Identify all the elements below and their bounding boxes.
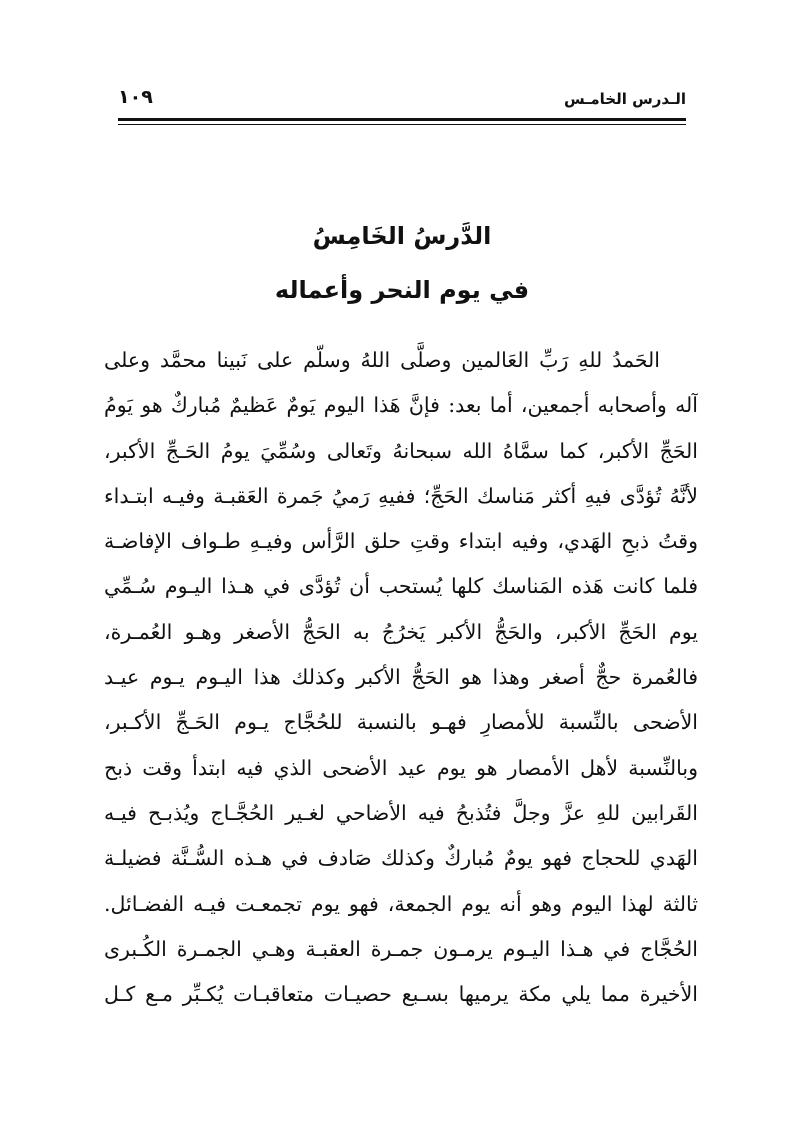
page-number: ١٠٩ [118,86,153,108]
header-rule-thin [118,124,686,125]
text-line: وقتُ ذبحِ الهَدي، وفيه ابتداء وقتِ حلق الرَّأس وفيـهِ طـواف الإفاضـة [104,529,698,554]
lesson-title: الدَّرسُ الخَامِسُ [312,222,492,250]
text-line: يوم الحَجِّ الأكبر، والحَجُّ الأكبر يَخرُجُ به الحَجُّ الأصغر وهـو العُمـرة، [104,619,698,644]
text-line: لأنَّهُ تُؤدَّى فيهِ أكثر مَناسك الحَجِّ؛ ففيهِ رَميُ جَمرة العَقبـة وفيـه ابتـداء [104,483,698,508]
text-line: آله وأصحابه أجمعين، أما بعد: فإنَّ هَذا اليوم يَومٌ عَظيمٌ مُباركٌ هو يَومُ [104,393,698,418]
running-title: الـدرس الخامـس [564,90,686,108]
header-rule-thick [118,118,686,121]
text-line: فلما كانت هَذه المَناسك كلها يُستحب أن تُؤدَّى في هـذا اليـوم سُـمِّي [104,574,698,599]
lesson-subtitle: في يوم النحر وأعماله [274,276,530,304]
body-text [104,338,698,1017]
text-line: القَرابين للهِ عزَّ وجلَّ فتُذبحُ فيه الأضاحي لغـير الحُجَّـاج ويُذبـح فيـه [104,800,698,825]
running-header [118,86,686,116]
text-line: الحَجِّ الأكبر، كما سمَّاهُ الله سبحانهُ وتَعالى وسُمِّيَ يومُ الحَـجِّ الأكبر، [104,438,698,463]
text-line: الأضحى بالنِّسبة للأمصارِ فهـو بالنسبة للحُجَّاج يـوم الحَـجِّ الأكـبر، [104,710,698,735]
text-line: الحَمدُ للهِ رَبِّ العَالمين وصلَّى اللهُ وسلّم على نَبينا محمَّد وعلى [104,348,660,372]
text-line: الأخيرة مما يلي مكة يرميها بسـبع حصيـات متعاقبـات يُكـبِّر مـع كـل [104,982,698,1007]
text-line: ثالثة لهذا اليوم وهو أنه يوم الجمعة، فهو يوم تجمعـت فيـه الفضـائل. [104,891,698,916]
text-line: وبالنِّسبة لأهل الأمصار هو يوم عيد الأضحى الذي فيه ابتدأ وقت ذبح [104,755,698,780]
text-line: الحُجَّاج في هـذا اليـوم يرمـون جمـرة العقبـة وهـي الجمـرة الكُـبرى [104,936,698,961]
text-line: الهَدي للحجاج فهو يومٌ مُباركٌ وكذلك صَادف في هـذه السُّـنَّة فضيلـة [104,846,698,871]
text-line: فالعُمرة حجٌّ أصغر وهذا هو الحَجُّ الأكبر وكذلك هذا اليـوم يـوم عيـد [104,665,698,690]
